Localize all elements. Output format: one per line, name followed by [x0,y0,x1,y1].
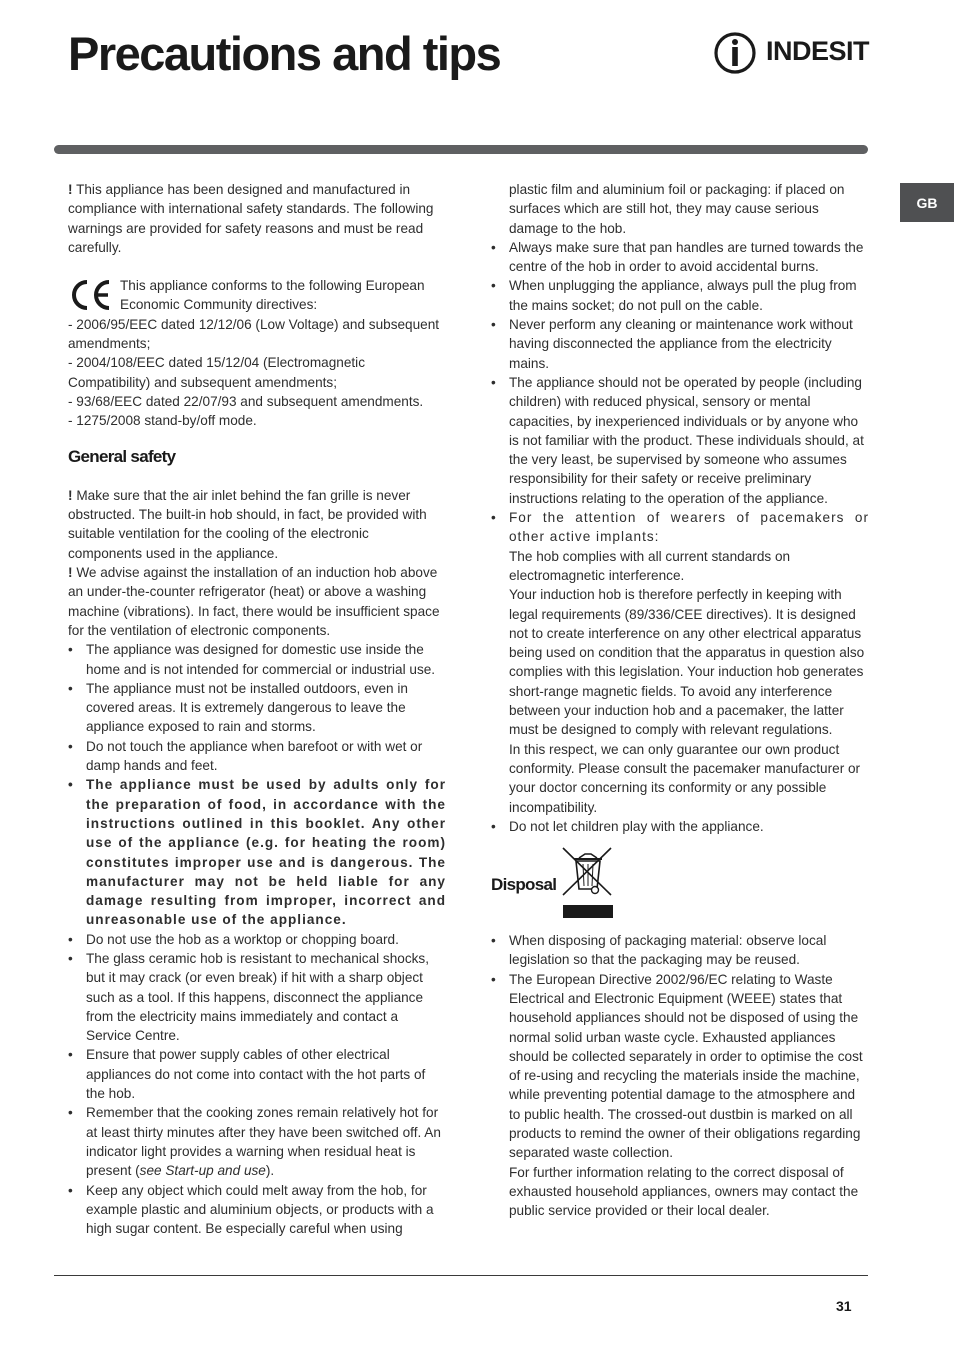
list-item-bold: • The appliance must be used by adults only for the preparation of food, in accordance with the instructions outlined in this booklet. Any other use of the appliance (e.g. for heating the room) constitutes improper use and is dangerous. The manufacturer may not be held liable for any damage resulting from improper, incorrect and unreasonable use of the appliance. [68,775,446,929]
directive-item: - 2004/108/EEC dated 15/12/04 (Electromagnetic Compatibility) and subsequent amendments; [68,355,365,390]
warning-paragraph: ! We advise against the installation of an induction hob above an under-the-counter refrigerator (heat) or above a washing machine (vibrations). In fact, there would be insufficient space for the ventilation of electronic components. [68,565,440,638]
pacemaker-heading: • For the attention of wearers of pacemakers or other active implants: [491,508,869,547]
intro-paragraph: ! This appliance has been designed and manufactured in compliance with international safety standards. The following warnings are provided for safety reasons and must be read carefully. [68,182,434,255]
pacemaker-paragraph: Your induction hob is therefore perfectly in keeping with legal requirements (89/336/CEE directives). It is designed not to create interference on any other electrical apparatus being used on condition that the apparatus in question also complies with this legislation. Your induction hob generates short-range magnetic fields. To avoid any interference between your induction hob and a pacemaker, the latter must be designed to comply with relevant regulations. [509,587,865,738]
directive-item: - 1275/2008 stand-by/off mode. [68,413,257,429]
list-item: • The glass ceramic hob is resistant to mechanical shocks, but it may crack (or even break) if hit with a sharp object such as a tool. If this happens, disconnect the appliance from the electricity mains immediately and contact a Service Centre. [68,949,446,1045]
disposal-section-header [491,845,869,921]
left-column [68,180,446,1238]
page-title: Precautions and tips [68,27,501,80]
disposal-list [491,931,869,1163]
warning-paragraph: ! Make sure that the air inlet behind the fan grille is never obstructed. The built-in hob should, in fact, be provided with suitable ventilation for the cooling of the electronic components used in the appliance. [68,487,427,561]
children-list [491,817,869,836]
disposal-heading: Disposal [491,875,557,895]
general-safety-heading: General safety [68,446,176,466]
list-item: • Do not touch the appliance when barefoot or with wet or damp hands and feet. [68,737,446,776]
list-item: • When disposing of packaging material: observe local legislation so that the packaging may be reused. [491,931,869,970]
ce-mark-icon [68,278,112,312]
list-item: • Never perform any cleaning or maintenance work without having disconnected the appliance from the electricity mains. [491,315,869,373]
right-column [491,180,869,1221]
directive-item: - 93/68/EEC dated 22/07/93 and subsequent amendments. [68,393,424,409]
list-item: • When unplugging the appliance, always pull the plug from the mains socket; do not pull on the cable. [491,276,869,315]
pacemaker-paragraph: The hob complies with all current standards on electromagnetic interference. [509,548,791,583]
language-tab[interactable]: GB [900,183,954,222]
crossed-out-bin-icon [561,845,615,921]
footer-divider [54,1275,868,1276]
warning-mark: ! [68,565,73,581]
list-item: • Keep any object which could melt away from the hob, for example plastic and aluminium objects, or products with a high sugar content. Be especially careful when using [68,1181,446,1239]
warning-mark: ! [68,182,73,197]
list-item: • Remember that the cooking zones remain relatively hot for at least thirty minutes after they have been switched off. An indicator light provides a warning when residual heat is present (see Start-up and use). [68,1103,446,1180]
warning-mark: ! [68,487,73,503]
page-number: 31 [836,1298,852,1314]
brand-logo [714,30,874,76]
pacemaker-paragraph: In this respect, we can only guarantee our own product conformity. Please consult the pacemaker manufacturer or your doctor concerning its conformity or any possible incompatibility. [509,741,861,815]
list-item: • Always make sure that pan handles are turned towards the centre of the hob in order to avoid accidental burns. [491,238,869,277]
cross-reference: see Start-up and use [139,1163,266,1179]
continued-text: plastic film and aluminium foil or packaging: if placed on surfaces which are still hot, they may cause serious damage to the hob. [509,182,845,236]
directive-item: - 2006/95/EEC dated 12/12/06 (Low Voltage) and subsequent amendments; [68,316,440,352]
disposal-paragraph: For further information relating to the correct disposal of exhausted household appliances, owners may contact the public service provided or their local dealer. [509,1164,859,1219]
brand-logo-icon [714,30,760,76]
list-item: • The appliance was designed for domestic use inside the home and is not intended for commercial or industrial use. [68,640,446,679]
list-item: • The European Directive 2002/96/EC relating to Waste Electrical and Electronic Equipment (WEEE) states that household appliances should not be disposed of using the normal solid urban waste cycle. Exhausted appliances should be collected separately in order to optimise the cost of re-using and recycling the materials inside the machine, while preventing potential damage to the atmosphere and to public health. The crossed-out dustbin is marked on all products to remind the owner of their obligations regarding separated waste collection. [491,970,869,1163]
brand-wordmark: INDESIT [766,36,870,66]
header-divider [54,145,868,154]
ce-conformity [68,276,446,315]
safety-list-continued [491,238,869,547]
list-item: • The appliance should not be operated by people (including children) with reduced physical, sensory or mental capacities, by inexperienced individuals or by anyone who is not familiar with the product. These individuals should, at the very least, be supervised by someone who assumes responsibility for their safety or receive preliminary instructions relating to the operation of the appliance. [491,373,869,508]
list-item: • Ensure that power supply cables of other electrical appliances do not come into contact with the hot parts of the hob. [68,1045,446,1103]
list-item: • Do not use the hob as a worktop or chopping board. [68,930,446,949]
list-item: • Do not let children play with the appliance. [491,817,869,836]
ce-text: This appliance conforms to the following European Economic Community directives: [120,278,425,313]
list-item: • The appliance must not be installed outdoors, even in covered areas. It is extremely dangerous to leave the appliance exposed to rain and storms. [68,679,446,737]
safety-list [68,640,446,1238]
